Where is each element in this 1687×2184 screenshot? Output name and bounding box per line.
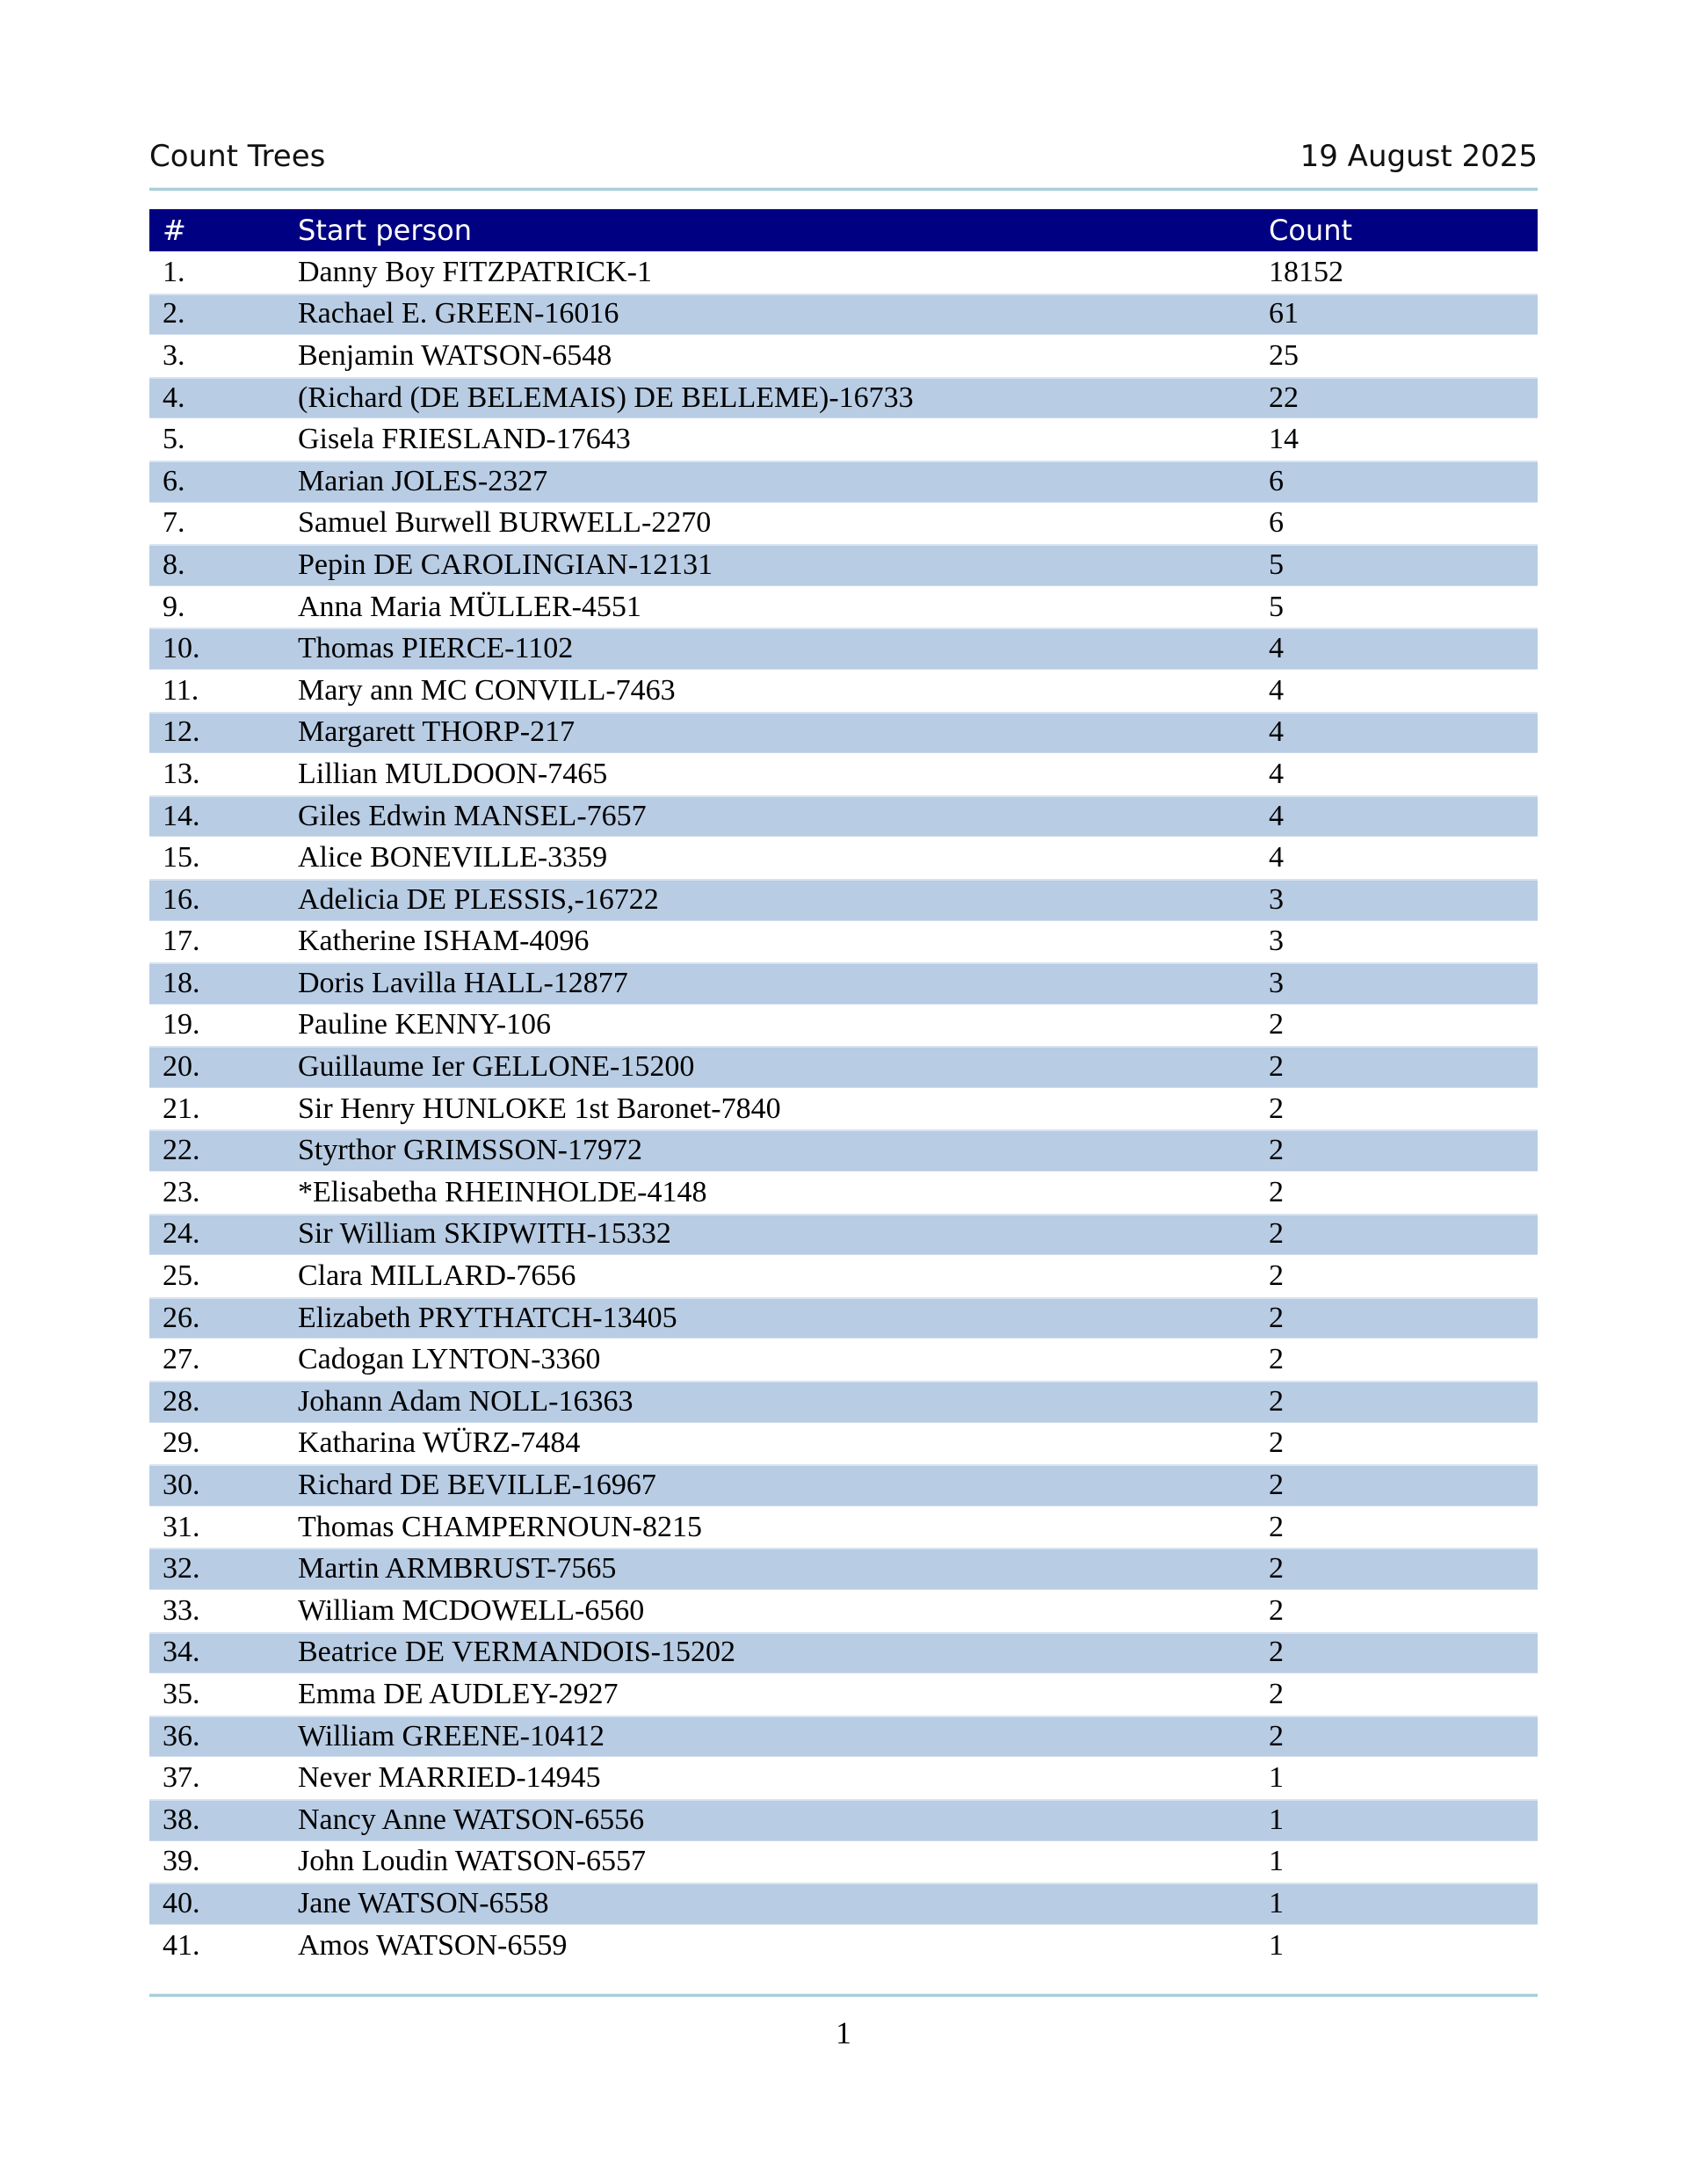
row-number: 7.: [163, 506, 185, 540]
table-row: [149, 586, 1538, 628]
row-count: 1: [1269, 1803, 1284, 1836]
row-start-person: Marian JOLES-2327: [298, 464, 548, 497]
row-number: 19.: [163, 1008, 200, 1041]
row-start-person: Pauline KENNY-106: [298, 1008, 552, 1041]
row-start-person: (Richard (DE BELEMAIS) DE BELLEME)-16733: [298, 381, 914, 414]
row-number: 25.: [163, 1259, 200, 1293]
row-number: 24.: [163, 1217, 200, 1251]
row-start-person: *Elisabetha RHEINHOLDE-4148: [298, 1175, 707, 1208]
table-row: [149, 1799, 1538, 1841]
row-start-person: Mary ann MC CONVILL-7463: [298, 673, 676, 707]
header-rule: [149, 187, 1538, 191]
row-number: 6.: [163, 464, 185, 497]
row-number: 15.: [163, 841, 200, 874]
row-start-person: Amos WATSON-6559: [298, 1928, 568, 1962]
row-start-person: Jane WATSON-6558: [298, 1886, 549, 1919]
row-start-person: Katherine ISHAM-4096: [298, 925, 590, 958]
table-row: [149, 294, 1538, 336]
row-count: 2: [1269, 1343, 1284, 1376]
row-count: 4: [1269, 757, 1284, 790]
row-start-person: Danny Boy FITZPATRICK-1: [298, 255, 652, 288]
row-number: 29.: [163, 1426, 200, 1460]
row-number: 11.: [163, 673, 199, 707]
table-row: [149, 1381, 1538, 1423]
row-count: 4: [1269, 673, 1284, 707]
table-row: [149, 1673, 1538, 1716]
row-number: 5.: [163, 423, 185, 456]
row-start-person: Gisela FRIESLAND-17643: [298, 423, 631, 456]
row-count: 2: [1269, 1384, 1284, 1418]
table-row: [149, 1716, 1538, 1758]
row-count: 2: [1269, 1469, 1284, 1502]
row-start-person: Anna Maria MÜLLER-4551: [298, 590, 641, 623]
row-count: 3: [1269, 925, 1284, 958]
column-header-count: Count: [1269, 214, 1353, 247]
row-start-person: Rachael E. GREEN-16016: [298, 297, 619, 330]
row-count: 1: [1269, 1928, 1284, 1962]
table-row: [149, 1255, 1538, 1297]
row-number: 10.: [163, 632, 200, 665]
row-count: 14: [1269, 423, 1299, 456]
row-start-person: Richard DE BEVILLE-16967: [298, 1469, 656, 1502]
table-row: [149, 1757, 1538, 1799]
table-row: [149, 544, 1538, 586]
row-count: 18152: [1269, 255, 1343, 288]
row-count: 2: [1269, 1259, 1284, 1293]
row-number: 23.: [163, 1175, 200, 1208]
row-number: 18.: [163, 966, 200, 999]
row-count: 6: [1269, 464, 1284, 497]
table-header-row: [149, 209, 1538, 251]
report-header: [149, 139, 1538, 174]
row-start-person: Beatrice DE VERMANDOIS-15202: [298, 1636, 735, 1669]
row-number: 12.: [163, 715, 200, 749]
row-number: 28.: [163, 1384, 200, 1418]
row-start-person: Never MARRIED-14945: [298, 1761, 601, 1795]
row-start-person: Guillaume Ier GELLONE-15200: [298, 1050, 695, 1084]
row-number: 33.: [163, 1593, 200, 1627]
table-row: [149, 418, 1538, 461]
table-row: [149, 795, 1538, 838]
row-number: 37.: [163, 1761, 200, 1795]
row-count: 2: [1269, 1636, 1284, 1669]
row-start-person: Elizabeth PRYTHATCH-13405: [298, 1301, 677, 1334]
footer-rule: [149, 1993, 1538, 1997]
table-row: [149, 1088, 1538, 1130]
count-trees-table: [149, 209, 1538, 1966]
table-row: [149, 921, 1538, 963]
row-number: 21.: [163, 1092, 200, 1125]
table-row: [149, 628, 1538, 670]
table-body: [149, 251, 1538, 1966]
row-count: 2: [1269, 1175, 1284, 1208]
row-count: 2: [1269, 1301, 1284, 1334]
row-count: 1: [1269, 1761, 1284, 1795]
table-row: [149, 712, 1538, 754]
row-number: 2.: [163, 297, 185, 330]
row-count: 2: [1269, 1719, 1284, 1752]
row-start-person: John Loudin WATSON-6557: [298, 1845, 647, 1878]
table-row: [149, 1423, 1538, 1465]
page-number: 1: [836, 2015, 851, 2050]
row-number: 31.: [163, 1510, 200, 1543]
row-count: 3: [1269, 966, 1284, 999]
row-count: 1: [1269, 1886, 1284, 1919]
table-row: [149, 335, 1538, 377]
table-row: [149, 1046, 1538, 1088]
row-number: 27.: [163, 1343, 200, 1376]
row-number: 32.: [163, 1552, 200, 1585]
row-start-person: Sir Henry HUNLOKE 1st Baronet-7840: [298, 1092, 781, 1125]
row-start-person: Giles Edwin MANSEL-7657: [298, 799, 647, 832]
row-number: 38.: [163, 1803, 200, 1836]
row-start-person: William MCDOWELL-6560: [298, 1593, 645, 1627]
row-number: 13.: [163, 757, 200, 790]
row-number: 8.: [163, 548, 185, 581]
row-count: 22: [1269, 381, 1299, 414]
table-row: [149, 837, 1538, 879]
row-start-person: Adelicia DE PLESSIS,-16722: [298, 882, 659, 916]
row-count: 2: [1269, 1050, 1284, 1084]
table-row: [149, 1005, 1538, 1047]
row-count: 6: [1269, 506, 1284, 540]
row-number: 4.: [163, 381, 185, 414]
table-row: [149, 377, 1538, 419]
row-count: 2: [1269, 1092, 1284, 1125]
row-number: 40.: [163, 1886, 200, 1919]
column-header-number: #: [163, 214, 186, 247]
row-start-person: Margarett THORP-217: [298, 715, 576, 749]
row-number: 1.: [163, 255, 185, 288]
row-number: 36.: [163, 1719, 200, 1752]
table-row: [149, 1297, 1538, 1339]
row-start-person: Clara MILLARD-7656: [298, 1259, 576, 1293]
table-row: [149, 503, 1538, 545]
row-number: 17.: [163, 925, 200, 958]
table-row: [149, 879, 1538, 921]
row-count: 4: [1269, 841, 1284, 874]
column-header-start-person: Start person: [298, 214, 473, 247]
row-count: 4: [1269, 799, 1284, 832]
row-start-person: Katharina WÜRZ-7484: [298, 1426, 581, 1460]
row-start-person: Nancy Anne WATSON-6556: [298, 1803, 645, 1836]
row-start-person: Samuel Burwell BURWELL-2270: [298, 506, 712, 540]
table-row: [149, 1883, 1538, 1925]
report-date: 19 August 2025: [1300, 139, 1538, 174]
row-count: 25: [1269, 338, 1299, 372]
row-number: 39.: [163, 1845, 200, 1878]
row-count: 2: [1269, 1552, 1284, 1585]
row-count: 2: [1269, 1593, 1284, 1627]
table-row: [149, 753, 1538, 795]
table-row: [149, 251, 1538, 294]
table-row: [149, 1214, 1538, 1256]
table-row: [149, 1841, 1538, 1883]
row-number: 34.: [163, 1636, 200, 1669]
row-count: 3: [1269, 882, 1284, 916]
row-number: 9.: [163, 590, 185, 623]
row-start-person: Pepin DE CAROLINGIAN-12131: [298, 548, 713, 581]
row-count: 5: [1269, 548, 1284, 581]
row-count: 4: [1269, 632, 1284, 665]
row-count: 5: [1269, 590, 1284, 623]
row-start-person: Thomas PIERCE-1102: [298, 632, 574, 665]
row-start-person: Benjamin WATSON-6548: [298, 338, 612, 372]
table-row: [149, 461, 1538, 503]
row-number: 22.: [163, 1134, 200, 1167]
row-start-person: Johann Adam NOLL-16363: [298, 1384, 634, 1418]
row-number: 41.: [163, 1928, 200, 1962]
row-count: 2: [1269, 1134, 1284, 1167]
table-row: [149, 1339, 1538, 1381]
row-start-person: Emma DE AUDLEY-2927: [298, 1677, 619, 1710]
row-start-person: Lillian MULDOON-7465: [298, 757, 608, 790]
table-row: [149, 1925, 1538, 1967]
table-row: [149, 1632, 1538, 1674]
row-start-person: Doris Lavilla HALL-12877: [298, 966, 628, 999]
row-count: 2: [1269, 1510, 1284, 1543]
row-start-person: Sir William SKIPWITH-15332: [298, 1217, 671, 1251]
table-row: [149, 1548, 1538, 1590]
table-row: [149, 1506, 1538, 1549]
row-number: 20.: [163, 1050, 200, 1084]
row-number: 3.: [163, 338, 185, 372]
row-number: 35.: [163, 1677, 200, 1710]
table-row: [149, 1129, 1538, 1172]
row-start-person: Alice BONEVILLE-3359: [298, 841, 608, 874]
row-number: 26.: [163, 1301, 200, 1334]
row-number: 30.: [163, 1469, 200, 1502]
row-count: 2: [1269, 1426, 1284, 1460]
row-start-person: Thomas CHAMPERNOUN-8215: [298, 1510, 702, 1543]
row-number: 16.: [163, 882, 200, 916]
row-count: 4: [1269, 715, 1284, 749]
row-count: 1: [1269, 1845, 1284, 1878]
row-count: 2: [1269, 1008, 1284, 1041]
table-row: [149, 1172, 1538, 1214]
row-number: 14.: [163, 799, 200, 832]
table-row: [149, 1464, 1538, 1506]
row-count: 2: [1269, 1217, 1284, 1251]
table-row: [149, 962, 1538, 1005]
table-row: [149, 670, 1538, 712]
table-row: [149, 1590, 1538, 1632]
row-count: 2: [1269, 1677, 1284, 1710]
row-start-person: William GREENE-10412: [298, 1719, 605, 1752]
row-start-person: Martin ARMBRUST-7565: [298, 1552, 617, 1585]
page-title: Count Trees: [149, 139, 326, 174]
row-count: 61: [1269, 297, 1299, 330]
row-start-person: Styrthor GRIMSSON-17972: [298, 1134, 642, 1167]
row-start-person: Cadogan LYNTON-3360: [298, 1343, 601, 1376]
